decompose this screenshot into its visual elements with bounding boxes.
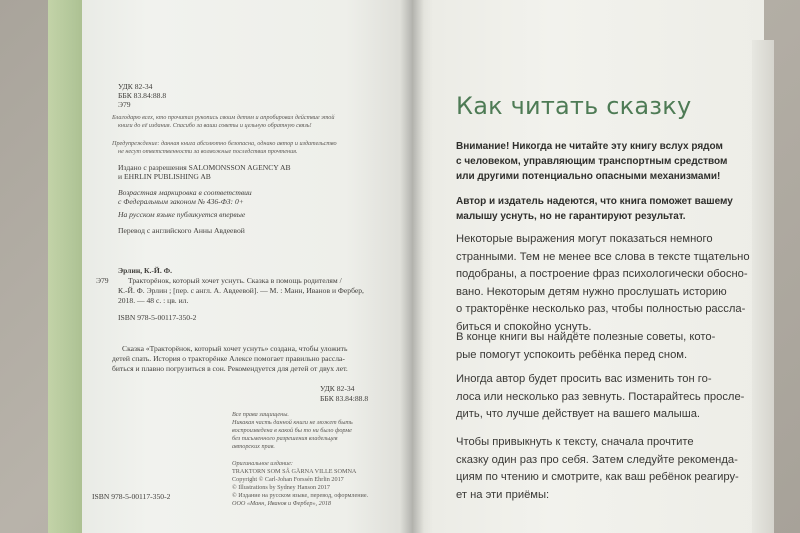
age-line-1: Возрастная маркировка в соответствии — [118, 188, 252, 197]
paragraph-1: Некоторые выражения могут показаться немного странными. Тем не менее все слова в тексте тщательно подобраны, а построение фраз психологически обосно- вано. Некоторым детям нужно прослушать историю о трактoрёнке несколько раз, чтобы полностью рассла- биться и спокойно уснуть. — [456, 233, 750, 333]
right-page-stack-edge — [752, 40, 774, 533]
original-line-3: Copyright © Carl-Johan Forssén Ehrlin 2017 — [232, 476, 344, 483]
safety-warning: Внимание! Никогда не читайте эту книгу вслух рядом с человеком, управляющим транспортным средством или другими потенциально опасными механизмами! — [456, 141, 728, 182]
udk-code-bottom: УДК 82-34 — [320, 384, 355, 393]
biblio-line-3: 2018. — 48 с. : цв. ил. — [118, 296, 189, 305]
rights-line-5: авторских прав. — [232, 443, 275, 450]
age-line-3: На русском языке публикуется впервые — [118, 210, 246, 219]
rights-line-1: Все права защищены. — [232, 411, 289, 418]
paragraph-4: Чтобы привыкнуть к тексту, сначала прочтите сказку один раз про себя. Затем следуйте рекоменда- циям по чтению и смотрите, как ваш ребёнок реагиру- ет на эти приёмы: — [456, 436, 739, 501]
isbn-bottom: ISBN 978-5-00117-350-2 — [92, 492, 171, 501]
warning-line-1: Предупреждение: данная книга абсолютно безопасна, однако автор и издательство — [112, 140, 337, 147]
annotation-line-3: биться и плавно погрузиться в сон. Рекомендуется для детей от двух лет. — [112, 364, 348, 373]
rights-line-4: без письменного разрешения владельцев — [232, 435, 338, 442]
book-gutter — [400, 0, 424, 533]
thanks-line-1: Благодарю всех, кто прочитал рукопись своим детям и апробировал действие этой — [112, 114, 335, 121]
annotation-line-1: Сказка «Трактoрёнок, который хочет уснуть» создана, чтобы уложить — [122, 344, 348, 353]
page-title: Как читать сказку — [456, 92, 692, 120]
original-line-6: ООО «Манн, Иванов и Фербер», 2018 — [232, 500, 332, 507]
biblio-line-2: К.-Й. Ф. Эрлин ; [пер. с англ. А. Авдеевой]. — М. : Манн, Иванов и Фербер, — [118, 286, 364, 295]
bbk-code: ББК 83.84:88.8 — [118, 91, 167, 100]
bbk-code-bottom: ББК 83.84:88.8 — [320, 394, 369, 403]
author-code: Э79 — [118, 100, 131, 109]
catalog-code: Э79 — [96, 276, 109, 285]
thanks-line-2: книги до её издания. Спасибо за ваши советы и цельную обратную связь! — [118, 122, 312, 129]
warning-line-2: не несут ответственности за возможные последствия прочтения. — [118, 148, 298, 155]
biblio-line-1: Трактoрёнок, который хочет уснуть. Сказка в помощь родителям / — [128, 276, 342, 285]
original-line-2: TRAKTORN SOM SÅ GÄRNA VILLE SOMNA — [232, 468, 357, 475]
translator-credit: Перевод с английского Анны Авдеевой — [118, 226, 245, 235]
author-heading: Эрлин, К.-Й. Ф. — [118, 266, 173, 275]
paragraph-3: Иногда автор будет просить вас изменить тон го- лоса или несколько раз зевнуть. Постарайтесь просле- дить, что лучше действует на вашего малыша. — [456, 373, 745, 420]
original-line-5: © Издание на русском языке, перевод, оформление. — [232, 492, 369, 499]
isbn-catalog: ISBN 978-5-00117-350-2 — [118, 313, 197, 322]
disclaimer-note: Автор и издатель надеются, что книга поможет вашему малышу уснуть, но не гарантируют результат. — [456, 196, 733, 222]
license-line-2: и EHRLIN PUBLISHING AB — [118, 172, 211, 181]
rights-line-3: воспроизведена в какой бы то ни было форме — [232, 427, 352, 434]
annotation-line-2: детей спать. История о трактoрёнке Алексе помогает правильно рассла- — [112, 354, 345, 363]
license-line-1: Издано с разрешения SALOMONSSON AGENCY AB — [118, 163, 291, 172]
udk-code: УДК 82-34 — [118, 82, 153, 91]
paragraph-2: В конце книги вы найдёте полезные советы, кото- рые помогут успокоить ребёнка перед сном. — [456, 331, 716, 361]
original-line-4: © Illustrations by Sydney Hanson 2017 — [232, 484, 331, 491]
age-line-2: с Федеральным законом № 436-ФЗ: 0+ — [118, 197, 244, 206]
rights-line-2: Никакая часть данной книги не может быть — [232, 419, 353, 426]
original-line-1: Оригинальное издание: — [232, 460, 293, 467]
